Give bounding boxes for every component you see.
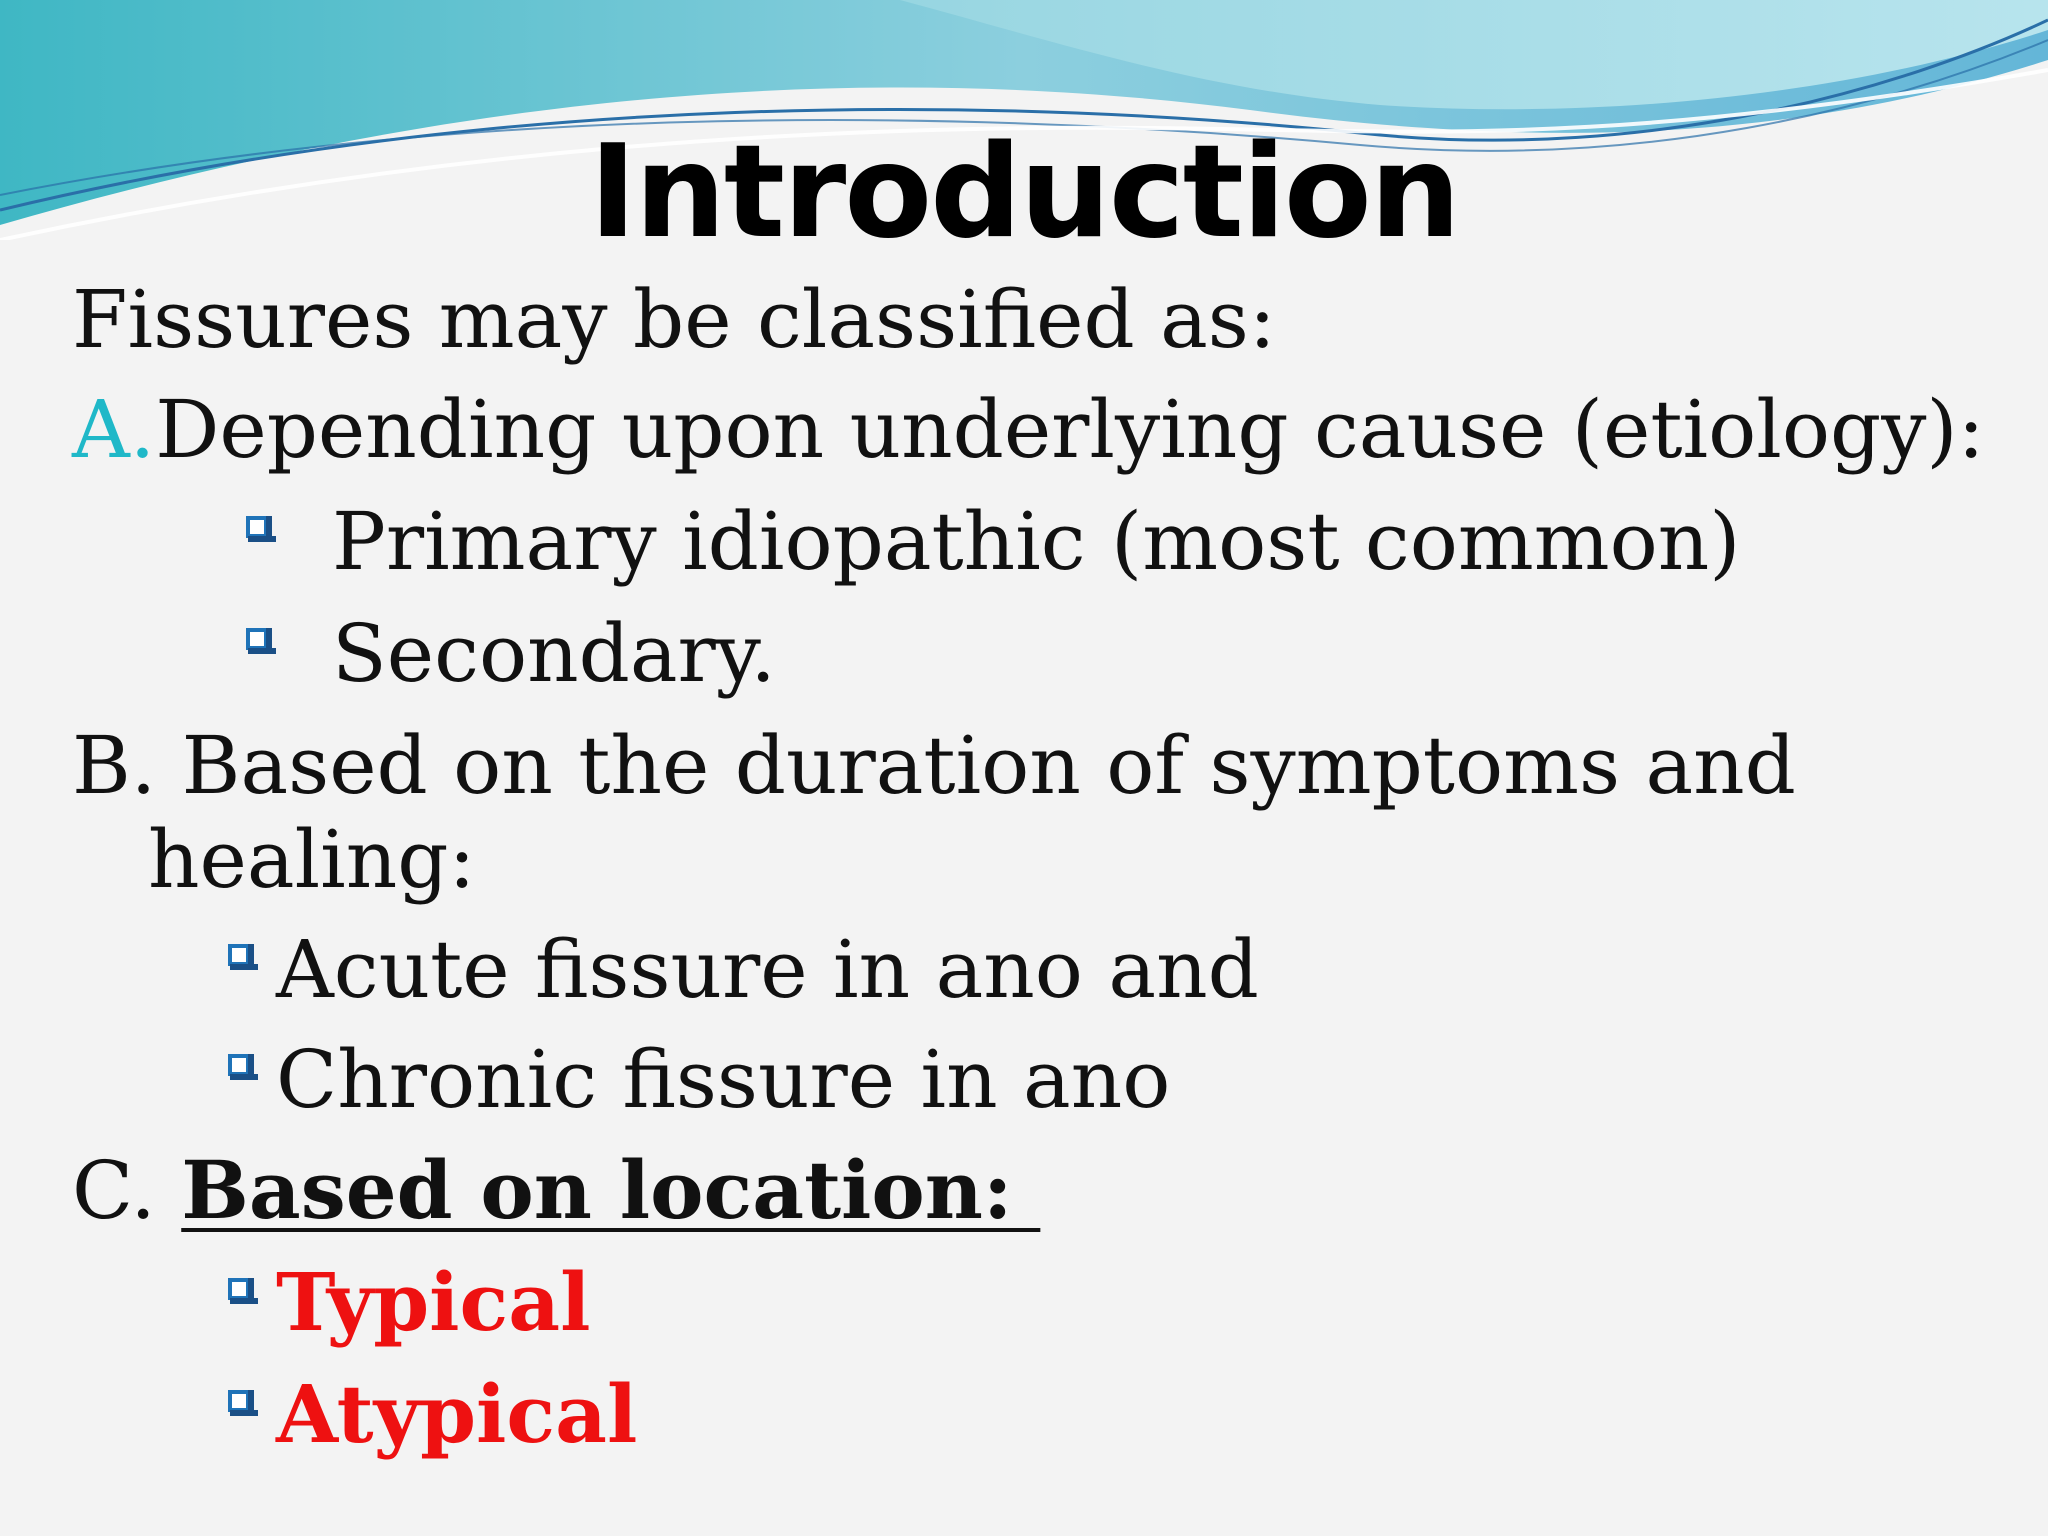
section-c-text: Based on location: bbox=[181, 1143, 1041, 1237]
section-a-item: Secondary. bbox=[332, 607, 776, 700]
section-b-item: Chronic fissure in ano bbox=[276, 1033, 1171, 1126]
bullet-box-icon bbox=[228, 1278, 250, 1300]
section-c-item-atypical: Atypical bbox=[276, 1367, 638, 1461]
bullet-box-icon bbox=[228, 944, 250, 966]
section-c-item-typical: Typical bbox=[276, 1255, 591, 1349]
bullet-box-icon bbox=[228, 1054, 250, 1076]
section-a-heading bbox=[72, 382, 1985, 478]
section-a-item: Primary idiopathic (most common) bbox=[332, 495, 1741, 588]
section-b-item: Acute fissure in ano and bbox=[276, 923, 1259, 1016]
bullet-box-icon bbox=[246, 628, 268, 650]
slide-title: Introduction bbox=[589, 118, 1459, 267]
section-b-marker: B. bbox=[72, 719, 157, 812]
section-c-heading bbox=[72, 1142, 1040, 1239]
section-b-text-continued: healing: bbox=[148, 813, 476, 906]
section-a-text: Depending upon underlying cause (etiology): bbox=[155, 383, 1985, 476]
section-c-marker: C. bbox=[72, 1144, 156, 1237]
section-a-marker: A. bbox=[72, 383, 156, 476]
bullet-box-icon bbox=[246, 516, 268, 538]
bullet-box-icon bbox=[228, 1390, 250, 1412]
intro-text: Fissures may be classified as: bbox=[72, 273, 1276, 366]
section-b-heading bbox=[72, 718, 1796, 814]
section-b-text: Based on the duration of symptoms and bbox=[181, 719, 1796, 812]
